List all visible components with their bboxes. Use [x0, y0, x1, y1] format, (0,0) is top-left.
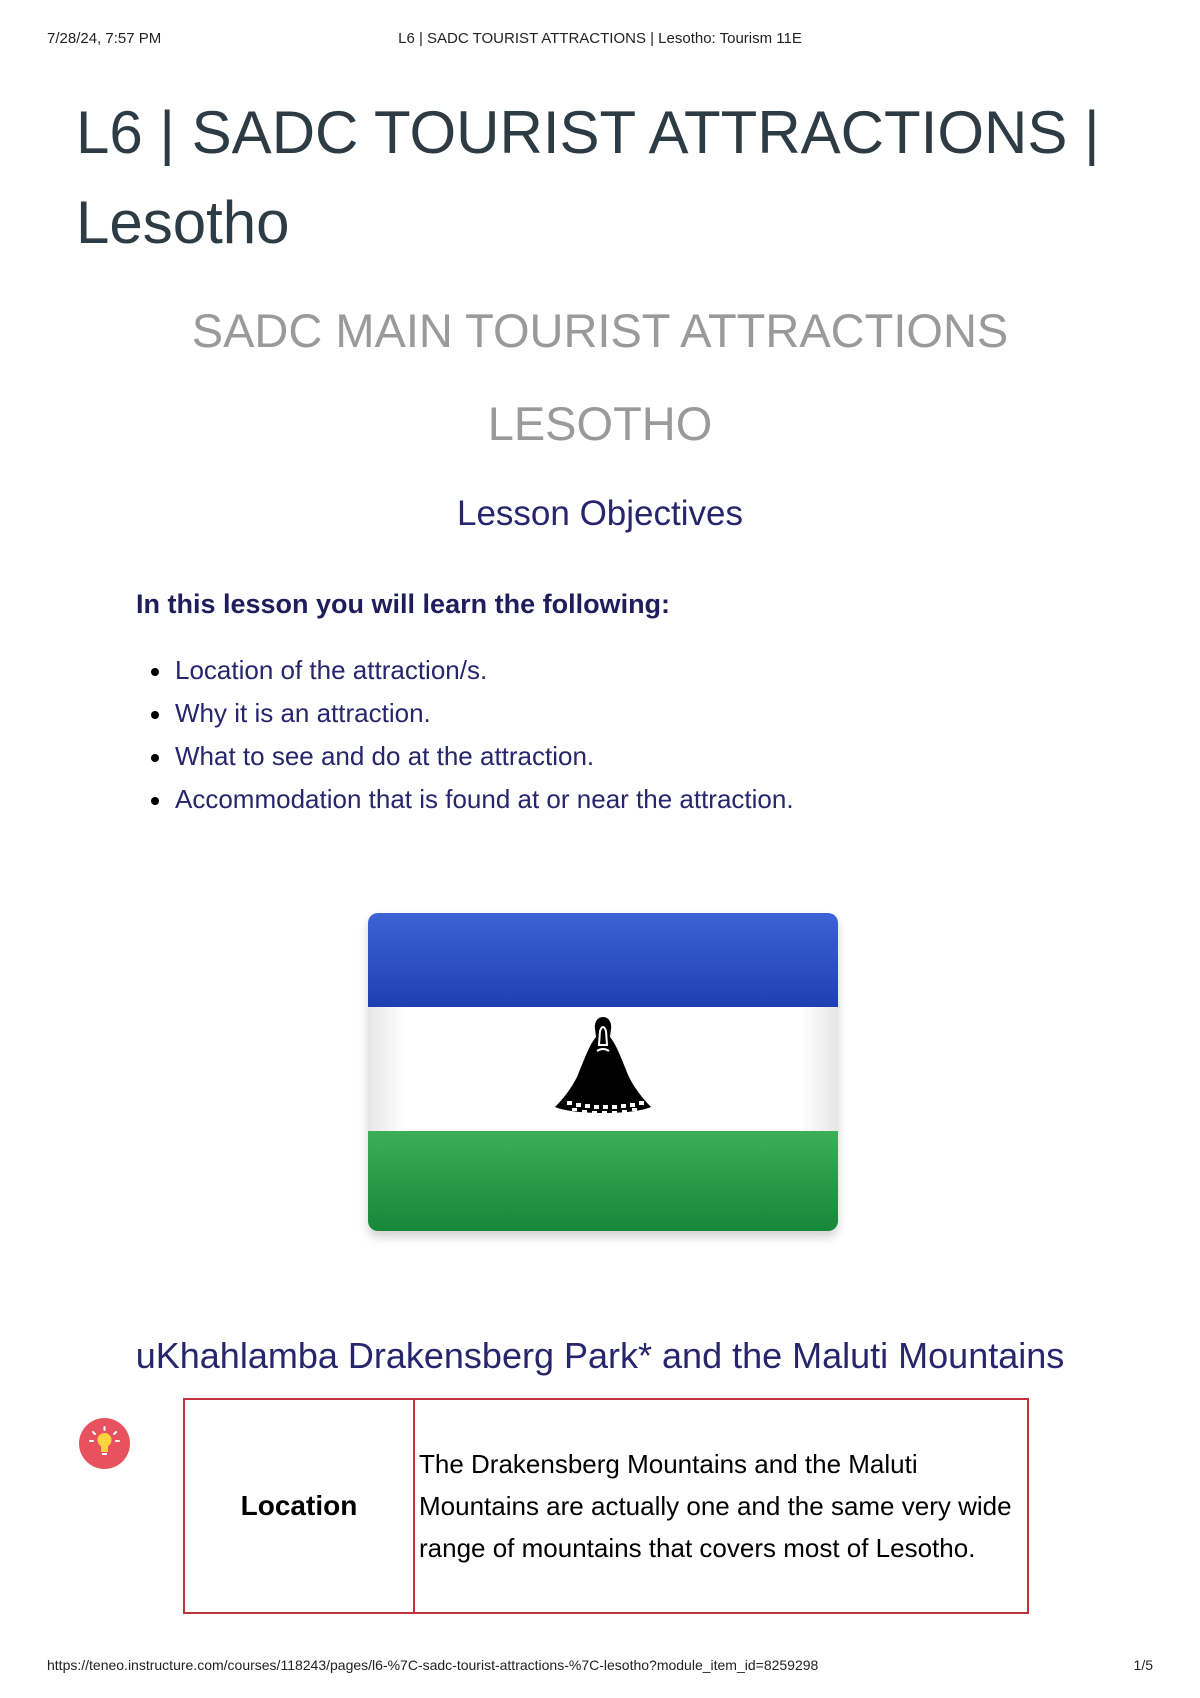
- page-title: [76, 88, 1136, 268]
- list-item: Location of the attraction/s.: [175, 649, 794, 692]
- location-label-cell: Location: [184, 1399, 414, 1613]
- attraction-info-table: [183, 1398, 1029, 1614]
- objectives-list: [175, 649, 794, 821]
- mokorotlo-hat-icon: [553, 1011, 653, 1129]
- location-text-cell: The Drakensberg Mountains and the Maluti Mountains are actually one and the same very wide range of mountains that covers most of Lesotho.: [414, 1399, 1028, 1613]
- lightbulb-glyph-icon: [79, 1418, 130, 1469]
- lesotho-flag-image: [368, 913, 838, 1231]
- country-heading: LESOTHO: [487, 397, 713, 450]
- page-url: https://teneo.instructure.com/courses/118243/pages/l6-%7C-sadc-tourist-attractions-%7C-lesotho?module_item_id=8259298: [47, 1657, 819, 1673]
- list-item: Accommodation that is found at or near the attraction.: [175, 778, 794, 821]
- flag-green-stripe: [368, 1131, 838, 1231]
- print-header: [0, 30, 1200, 50]
- page-title-line2: Lesotho: [76, 189, 290, 256]
- objectives-heading: Lesson Objectives: [457, 494, 743, 533]
- list-item: Why it is an attraction.: [175, 692, 794, 735]
- flag-blue-stripe: [368, 913, 838, 1007]
- print-page-title: L6 | SADC TOURIST ATTRACTIONS | Lesotho: Tourism 11E: [398, 30, 802, 47]
- table-row: [184, 1399, 1028, 1613]
- section-heading: uKhahlamba Drakensberg Park* and the Maluti Mountains: [135, 1335, 1065, 1376]
- main-heading: SADC MAIN TOURIST ATTRACTIONS: [191, 304, 1009, 357]
- page-title-line1: L6 | SADC TOURIST ATTRACTIONS |: [76, 99, 1100, 166]
- print-footer: [0, 1657, 1200, 1677]
- page-number: 1/5: [1133, 1657, 1153, 1673]
- list-item: What to see and do at the attraction.: [175, 735, 794, 778]
- lesson-intro: In this lesson you will learn the following:: [136, 589, 671, 619]
- print-datetime: 7/28/24, 7:57 PM: [47, 30, 162, 47]
- lightbulb-icon[interactable]: [79, 1418, 130, 1469]
